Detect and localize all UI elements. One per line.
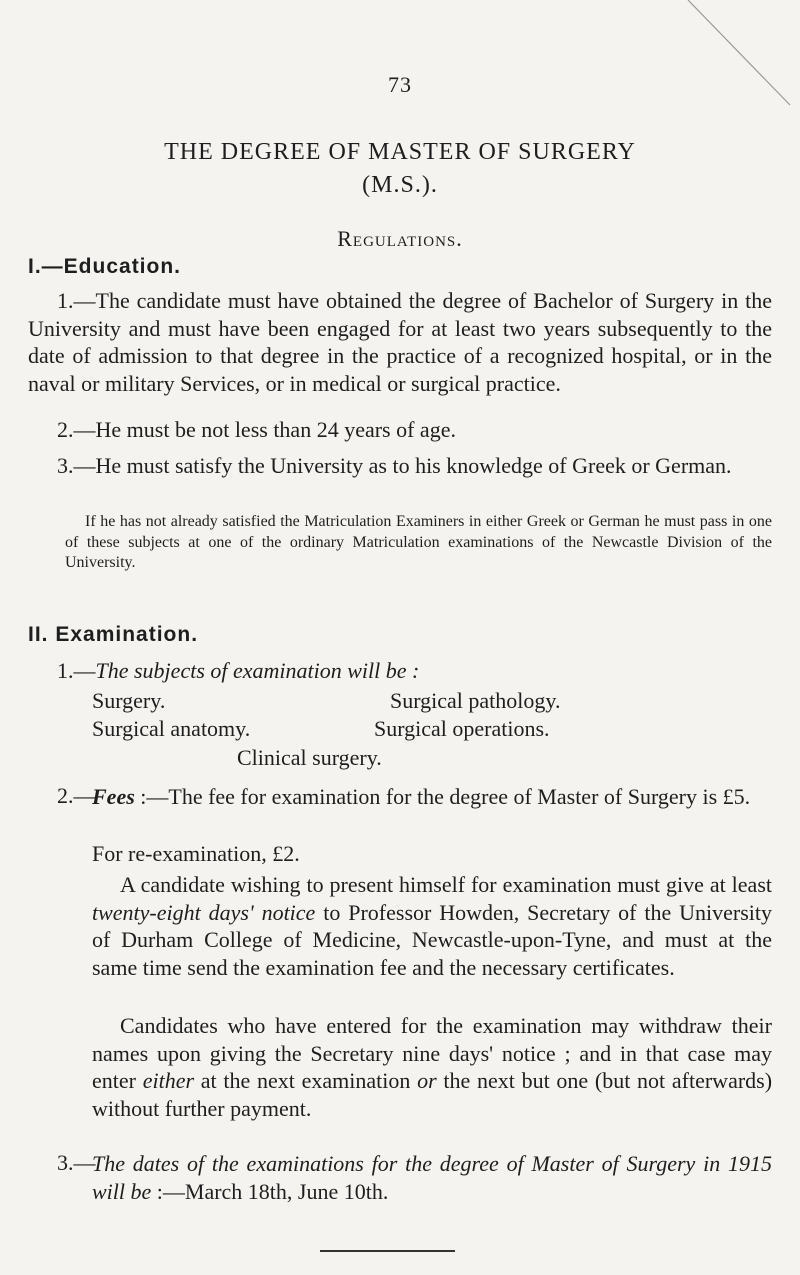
- subject-surgical-operations: Surgical operations.: [374, 716, 550, 741]
- notice-paragraph: [92, 871, 772, 981]
- withdrawal-either: either: [142, 1068, 195, 1093]
- examination-item-1: [57, 658, 419, 684]
- subject-clinical-surgery: Clinical surgery.: [237, 745, 382, 770]
- withdrawal-text-a: Candidates who have entered for the examination may withdraw their names upon giving the Secretary nine days' notice ; and in that case may enter: [92, 1013, 772, 1093]
- section-heading-education: I.—Education.: [28, 255, 182, 278]
- education-item-2: 2.—He must be not less than 24 years of age.: [57, 417, 456, 442]
- section-heading-examination: II. Examination.: [28, 623, 199, 646]
- subject-surgical-pathology: Surgical pathology.: [390, 688, 561, 713]
- page-number: 73: [388, 72, 412, 97]
- reexamination-fee: For re-examination, £2.: [92, 841, 300, 866]
- subject-surgical-anatomy: Surgical anatomy.: [92, 716, 251, 741]
- fees-text: :—The fee for examination for the degree of Master of Surgery is £5.: [140, 784, 751, 809]
- dates-italic: The dates of the examinations for the degree of Master of Surgery in 1915 will be: [92, 1151, 772, 1204]
- education-note: If he has not already satisfied the Matriculation Examiners in either Greek or German he must pass in one of these subjects at one of the ordinary Matriculation examinations of the Newcastle Division of the University.: [65, 513, 772, 571]
- fees-label: Fees: [92, 784, 135, 809]
- notice-text-a: A candidate wishing to present himself for examination must give at least: [120, 872, 772, 897]
- subject-surgery: Surgery.: [92, 688, 166, 713]
- withdrawal-paragraph: [92, 1012, 772, 1122]
- education-item-3: 3.—He must satisfy the University as to his knowledge of Greek or German.: [57, 453, 732, 478]
- notice-italic: twenty-eight days' notice: [92, 899, 316, 925]
- withdrawal-or: or: [417, 1068, 437, 1093]
- withdrawal-text-b: at the next examination: [200, 1068, 411, 1093]
- corner-crease-line: [0, 0, 800, 120]
- page-title: THE DEGREE OF MASTER OF SURGERY: [164, 139, 636, 165]
- dates-text: :—March 18th, June 10th.: [156, 1178, 389, 1204]
- examination-item-3: [92, 1150, 772, 1205]
- notice-text-b: to Professor Howden, Secretary of the University of Durham College of Medicine, Newcastle-upon-Tyne, and must at the same time send the examination fee and the necessary certificates.: [92, 899, 773, 980]
- withdrawal-text-c: the next but one (but not afterwards) without further payment.: [92, 1068, 773, 1121]
- item-2-number: 2.—: [57, 783, 96, 808]
- closing-rule: [320, 1250, 455, 1252]
- examination-item-2: [92, 783, 772, 811]
- item-1-heading: The subjects of examination will be :: [95, 658, 420, 683]
- item-3-number: 3.—: [57, 1150, 96, 1175]
- page-subtitle: (M.S.).: [362, 172, 438, 198]
- item-1-number: 1.—: [57, 658, 96, 683]
- regulations-heading: Regulations.: [337, 226, 463, 251]
- education-item-1: 1.—The candidate must have obtained the degree of Bachelor of Surgery in the University and must have been engaged for at least two years subsequently to the date of admission to that degree in the practice of a recognized hospital, or in the naval or military Services, or in medical or surgical practice.: [28, 288, 772, 396]
